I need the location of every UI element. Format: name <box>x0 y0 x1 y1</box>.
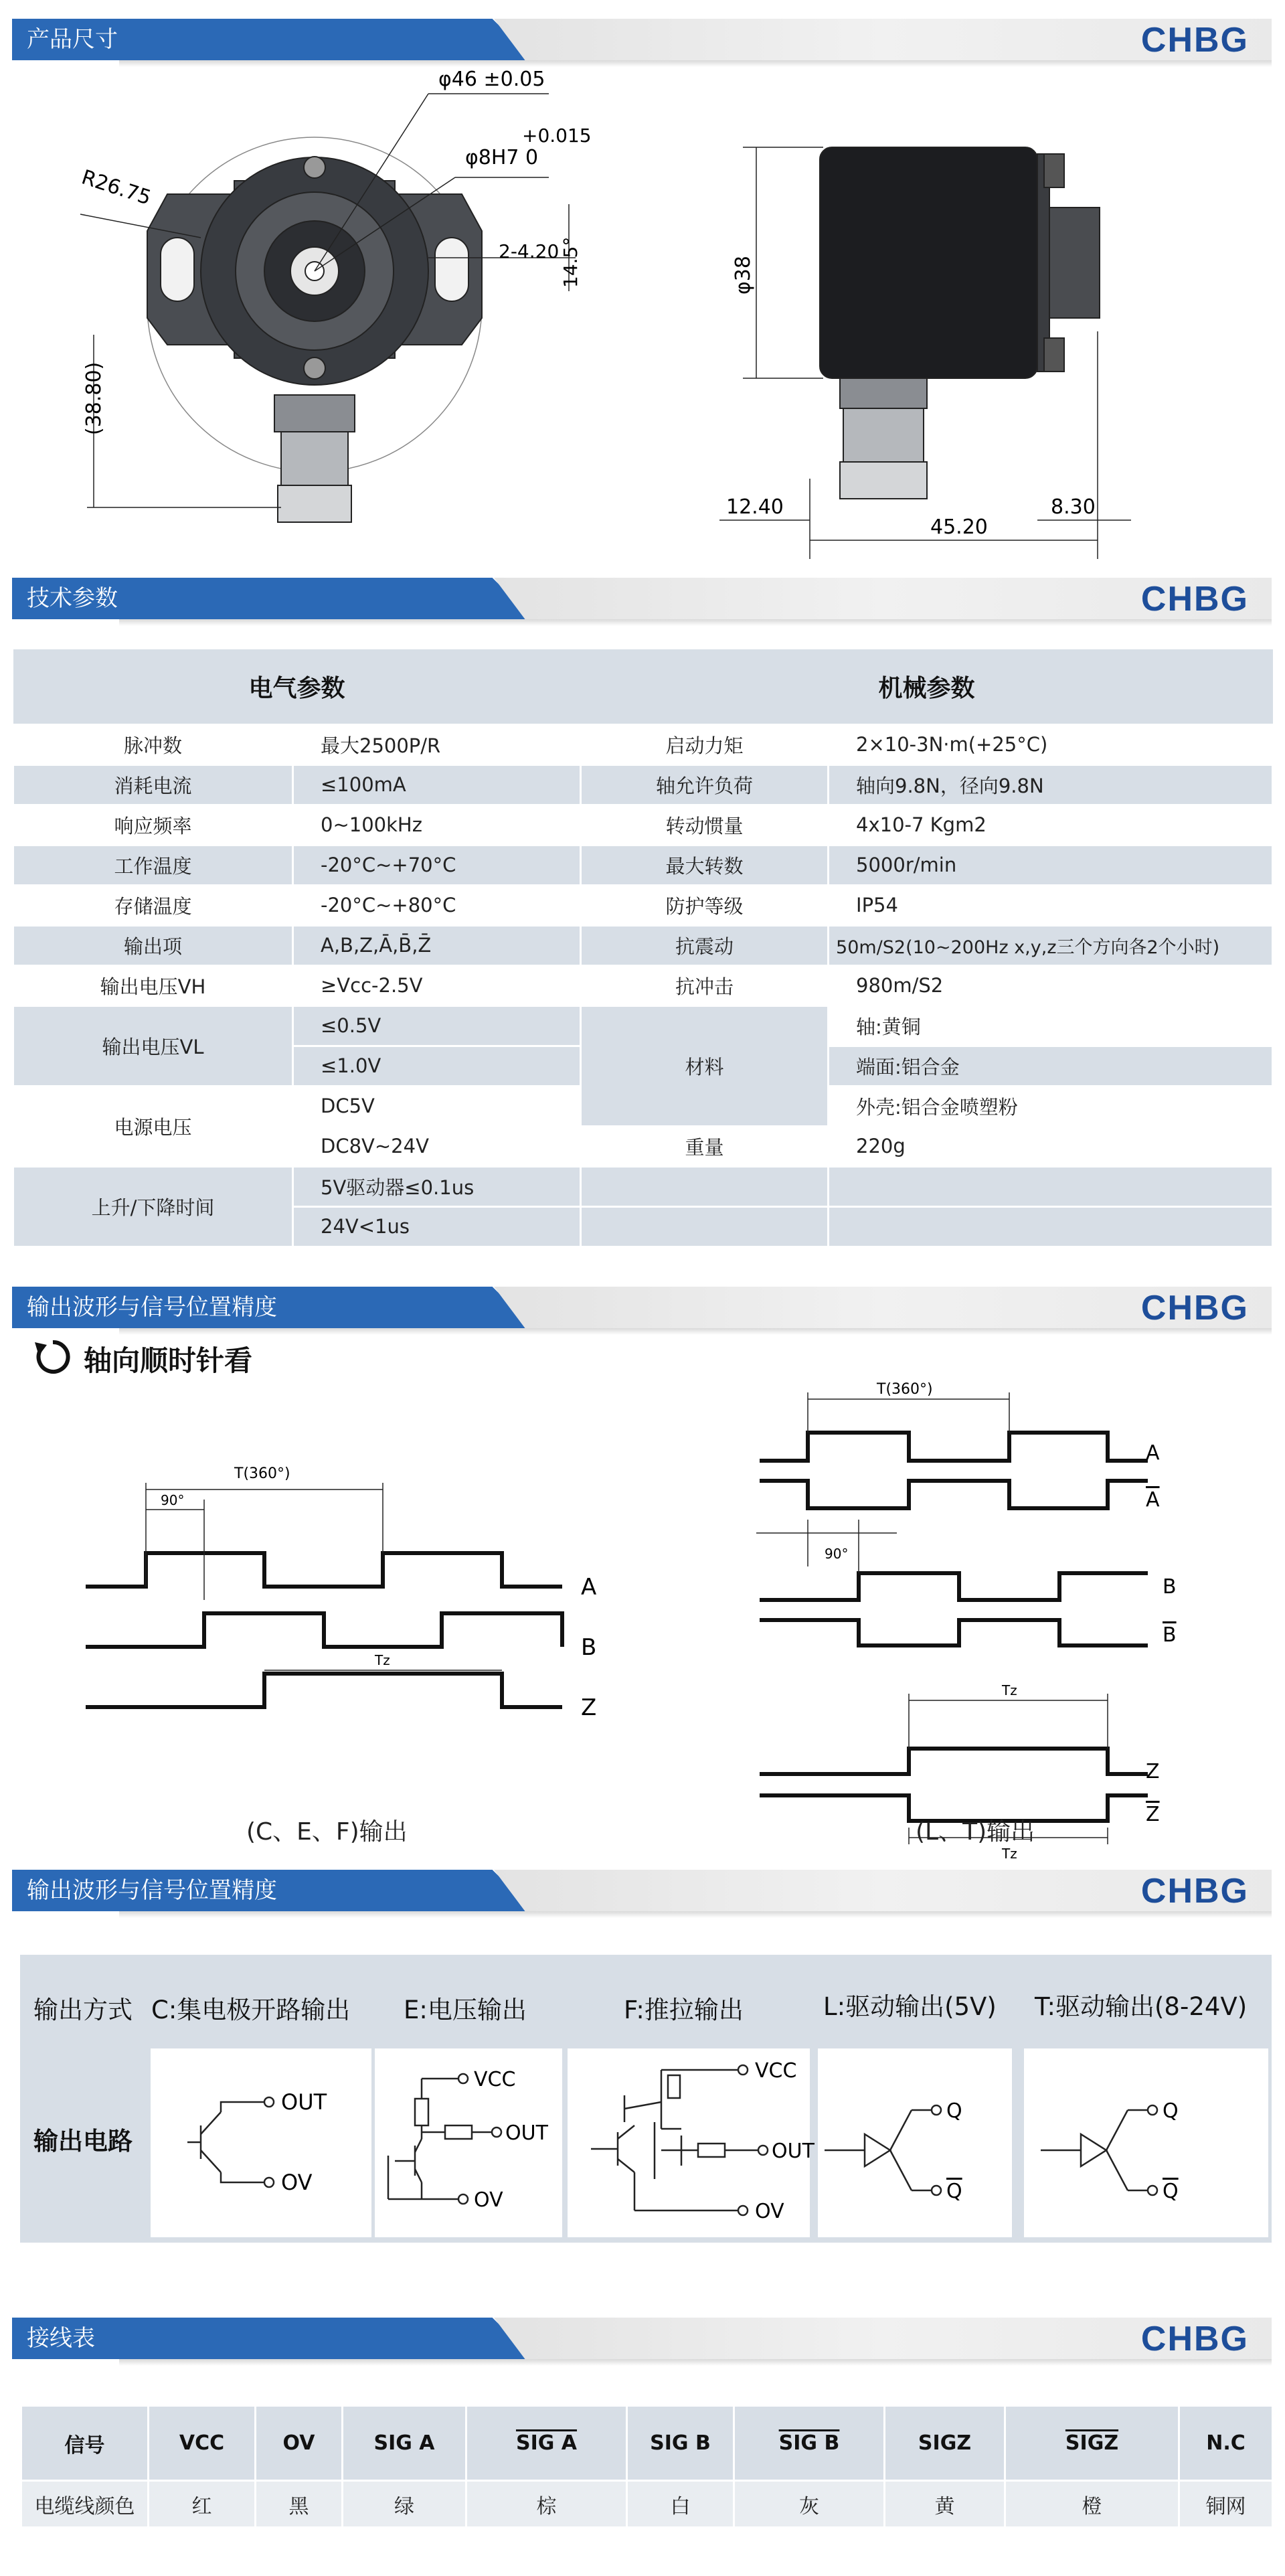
spec-cell: 980m/S2 <box>829 965 1273 1005</box>
quarter-label: 90° <box>825 1546 849 1562</box>
wiring-header: SIG B <box>627 2406 734 2481</box>
dim-d38: φ38 <box>732 256 755 295</box>
dim-holes: 2-4.20 <box>499 240 560 262</box>
section-header-wiring <box>12 2318 1272 2364</box>
caption-right: (L、T)输出 <box>916 1818 1035 1846</box>
circuit-f <box>568 2048 815 2237</box>
spec-cell: 0~100kHz <box>293 805 581 845</box>
spec-cell: 存储温度 <box>13 885 293 925</box>
wiring-cell: 白 <box>627 2481 734 2528</box>
spec-cell: 最大转数 <box>581 845 829 885</box>
section-header-dimensions <box>12 19 1272 66</box>
spec-cell <box>581 1166 829 1206</box>
signal-b: B <box>581 1634 597 1661</box>
spec-cell: 材料 <box>581 1005 829 1126</box>
mode-f: F:推拉输出 <box>624 1996 744 2024</box>
dim-d46: φ46 ±0.05 <box>438 68 545 91</box>
dim-b: 45.20 <box>930 515 988 539</box>
wiring-header: 信号 <box>21 2406 149 2481</box>
wiring-cell: 绿 <box>343 2481 466 2528</box>
tz-label: Tz <box>1002 1846 1017 1862</box>
spec-cell: 重量 <box>581 1126 829 1166</box>
out-label: OUT <box>281 2089 327 2115</box>
q-inverted-label: Q <box>946 2180 962 2203</box>
wiring-header: SIGZ <box>885 2406 1005 2481</box>
brand-logo: CHBG <box>1140 21 1249 60</box>
section-header-circuits <box>12 1870 1272 1917</box>
spec-cell: 抗震动 <box>581 925 829 965</box>
row-label-circuit: 输出电路 <box>33 2127 133 2156</box>
q-inverted-label: Q <box>1163 2180 1179 2203</box>
dim-a: 12.40 <box>726 495 784 519</box>
vcc-label: VCC <box>755 2059 797 2083</box>
spec-cell: 轴向9.8N，径向9.8N <box>829 764 1273 805</box>
head-electrical: 电气参数 <box>13 649 581 724</box>
spec-cell: 220g <box>829 1126 1273 1166</box>
spec-cell: ≤100mA <box>293 764 581 805</box>
brand-logo: CHBG <box>1140 2320 1249 2358</box>
spec-cell: 最大2500P/R <box>293 724 581 764</box>
brand-logo: CHBG <box>1140 580 1249 619</box>
wiring-cell: 橙 <box>1005 2481 1179 2528</box>
dim-d8: φ8H7 0 <box>465 146 539 169</box>
spec-cell: 5V驱动器≤0.1us <box>293 1166 581 1206</box>
section-header-waveform <box>12 1287 1272 1334</box>
mode-c: C:集电极开路输出 <box>151 1996 351 2024</box>
spec-cell: 工作温度 <box>13 845 293 885</box>
mode-e: E:电压输出 <box>404 1996 527 2024</box>
wiring-header: SIG A <box>466 2406 627 2481</box>
spec-cell: 2×10-3N·m(+25°C) <box>829 724 1273 764</box>
circuit-e <box>375 2048 562 2237</box>
section-title: 产品尺寸 <box>27 26 118 53</box>
wiring-header: N.C <box>1179 2406 1273 2481</box>
tz-label: Tz <box>1002 1682 1017 1698</box>
ov-label: OV <box>474 2188 503 2212</box>
caption-left: (C、E、F)输出 <box>246 1818 408 1846</box>
vcc-label: VCC <box>474 2068 516 2091</box>
section-title: 技术参数 <box>27 585 118 612</box>
out-label: OUT <box>772 2140 815 2163</box>
output-circuit-table <box>20 1955 1272 2243</box>
out-label: OUT <box>505 2121 548 2145</box>
spec-cell: 50m/S2(10~200Hz x,y,z三个方向各2个小时) <box>829 925 1273 965</box>
waveform-diagram <box>0 1366 1285 1861</box>
signal-a: A <box>581 1574 597 1601</box>
spec-cell: 消耗电流 <box>13 764 293 805</box>
wiring-cell: 红 <box>149 2481 256 2528</box>
spec-cell: -20°C~+80°C <box>293 885 581 925</box>
spec-cell: ≥Vcc-2.5V <box>293 965 581 1005</box>
circuit-l <box>818 2048 1012 2237</box>
spec-cell: 上升/下降时间 <box>13 1166 293 1246</box>
spec-cell: 脉冲数 <box>13 724 293 764</box>
spec-cell: 24V<1us <box>293 1206 581 1246</box>
signal-z: Z <box>1146 1760 1160 1783</box>
spec-cell: DC8V~24V <box>293 1126 581 1166</box>
quarter-label: 90° <box>161 1492 185 1508</box>
mode-t: T:驱动输出(8-24V) <box>1035 1992 1248 2021</box>
section-title: 输出波形与信号位置精度 <box>27 1294 277 1321</box>
signal-b: B <box>1163 1575 1177 1599</box>
spec-table <box>12 649 1274 1248</box>
dimension-drawing <box>0 64 1285 579</box>
signal-a: A <box>1146 1441 1160 1465</box>
spec-cell: 轴:黄铜 <box>829 1005 1273 1046</box>
signal-z-inverted: Z <box>1146 1803 1160 1826</box>
wiring-cell: 黑 <box>256 2481 343 2528</box>
spec-cell: 4x10-7 Kgm2 <box>829 805 1273 845</box>
wiring-cell: 电缆线颜色 <box>21 2481 149 2528</box>
signal-z: Z <box>581 1694 597 1721</box>
spec-cell: A,B,Z,Ā,B̄,Z̄ <box>293 925 581 965</box>
spec-cell: 轴允许负荷 <box>581 764 829 805</box>
spec-cell: 防护等级 <box>581 885 829 925</box>
wiring-header: SIG A <box>343 2406 466 2481</box>
spec-cell: ≤1.0V <box>293 1046 581 1086</box>
dim-radius: R26.75 <box>78 165 154 210</box>
spec-cell: DC5V <box>293 1086 581 1126</box>
wiring-cell: 黄 <box>885 2481 1005 2528</box>
dim-tolerance: +0.015 <box>522 125 592 147</box>
q-label: Q <box>946 2099 962 2123</box>
spec-cell: 抗冲击 <box>581 965 829 1005</box>
wiring-table <box>20 2405 1274 2528</box>
wiring-cell: 棕 <box>466 2481 627 2528</box>
spec-cell <box>829 1166 1273 1206</box>
spec-cell: 5000r/min <box>829 845 1273 885</box>
section-title: 接线表 <box>27 2325 95 2352</box>
spec-cell: 响应频率 <box>13 805 293 845</box>
spec-cell: ≤0.5V <box>293 1005 581 1046</box>
brand-logo: CHBG <box>1140 1289 1249 1327</box>
period-label: T(360°) <box>877 1381 933 1398</box>
head-mechanical: 机械参数 <box>581 649 1273 724</box>
spec-cell <box>829 1206 1273 1246</box>
section-header-tech <box>12 578 1272 625</box>
signal-a-inverted: A <box>1146 1488 1160 1512</box>
tz-label: Tz <box>375 1652 390 1668</box>
brand-logo: CHBG <box>1140 1872 1249 1911</box>
mode-l: L:驱动输出(5V) <box>823 1992 997 2021</box>
wiring-cell: 铜网 <box>1179 2481 1273 2528</box>
wiring-header: SIGZ <box>1005 2406 1179 2481</box>
ov-label: OV <box>281 2170 313 2195</box>
spec-cell: 端面:铝合金 <box>829 1046 1273 1086</box>
dim-c: 8.30 <box>1051 495 1096 519</box>
dim-slot: 14.5° <box>560 236 582 288</box>
dim-height: (38.80) <box>82 361 106 435</box>
circuit-c <box>151 2048 371 2237</box>
period-label: T(360°) <box>234 1465 290 1482</box>
spec-cell: 输出项 <box>13 925 293 965</box>
q-label: Q <box>1163 2099 1179 2123</box>
section-title: 输出波形与信号位置精度 <box>27 1877 277 1904</box>
spec-cell: 输出电压VL <box>13 1005 293 1086</box>
spec-cell <box>581 1206 829 1246</box>
spec-cell: 电源电压 <box>13 1086 293 1166</box>
spec-cell: 转动惯量 <box>581 805 829 845</box>
ov-label: OV <box>755 2200 784 2223</box>
row-label-mode: 输出方式 <box>33 1996 133 2024</box>
wiring-header: VCC <box>149 2406 256 2481</box>
wiring-header: SIG B <box>734 2406 885 2481</box>
spec-cell: 启动力矩 <box>581 724 829 764</box>
spec-cell: -20°C~+70°C <box>293 845 581 885</box>
wiring-cell: 灰 <box>734 2481 885 2528</box>
circuit-t <box>1024 2048 1268 2237</box>
spec-cell: IP54 <box>829 885 1273 925</box>
spec-cell: 外壳:铝合金喷塑粉 <box>829 1086 1273 1126</box>
wiring-header: OV <box>256 2406 343 2481</box>
rotation-label: 轴向顺时针看 <box>84 1344 253 1377</box>
signal-b-inverted: B <box>1163 1623 1177 1647</box>
spec-cell: 输出电压VH <box>13 965 293 1005</box>
